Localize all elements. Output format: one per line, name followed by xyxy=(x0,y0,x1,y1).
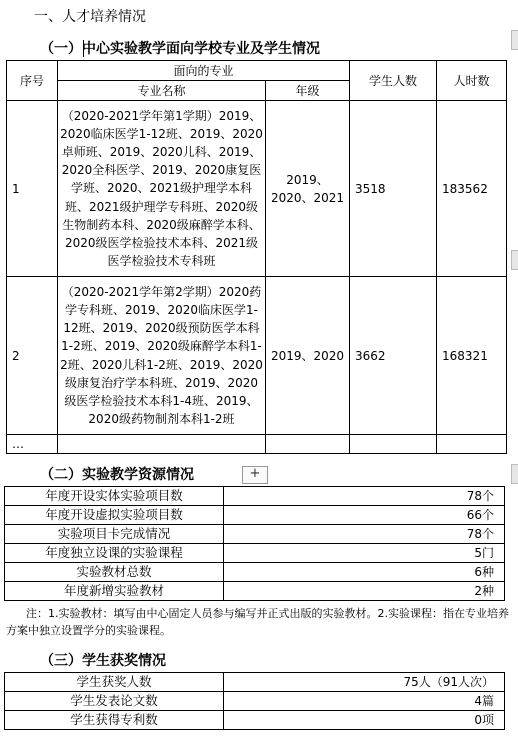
table-row xyxy=(5,582,505,601)
header-major-name: 专业名称 xyxy=(58,81,266,101)
resource-label: 年度开设实体实验项目数 xyxy=(5,487,224,506)
row-grade: 2019、2020、2021 xyxy=(266,101,350,277)
table-row xyxy=(5,673,505,692)
resources-note: 注：1.实验教材：填写由中心固定人员参与编写并正式出版的实验教材。2.实验课程：指在专业培养方案中独立设置学分的实验课程。 xyxy=(6,607,509,637)
table-row xyxy=(7,277,507,435)
resource-value: 66个 xyxy=(224,506,505,525)
row-hours xyxy=(437,435,507,454)
page-edge-marker xyxy=(511,250,518,270)
subsection-title-1: （一）中心实验教学面向学校专业及学生情况 xyxy=(40,41,320,57)
row-seq: 2 xyxy=(7,277,58,435)
award-label: 学生发表论文数 xyxy=(5,692,224,711)
awards-table xyxy=(4,672,505,730)
row-major xyxy=(58,435,266,454)
page-edge-marker xyxy=(511,464,518,484)
section-title: 一、人才培养情况 xyxy=(34,9,146,25)
row-grade: 2019、2020 xyxy=(266,277,350,435)
page-edge-marker xyxy=(511,30,518,50)
resource-label: 年度开设虚拟实验项目数 xyxy=(5,506,224,525)
resource-value: 5门 xyxy=(224,544,505,563)
table-row xyxy=(7,101,507,277)
row-seq: 1 xyxy=(7,101,58,277)
award-label: 学生获奖人数 xyxy=(5,673,224,692)
add-button[interactable]: + xyxy=(242,466,268,484)
row-students: 3518 xyxy=(350,101,437,277)
resource-label: 年度新增实验教材 xyxy=(5,582,224,601)
row-grade xyxy=(266,435,350,454)
majors-table xyxy=(6,60,507,454)
award-value: 0项 xyxy=(224,711,505,730)
table-row xyxy=(5,563,505,582)
resource-value: 78个 xyxy=(224,525,505,544)
resource-value: 78个 xyxy=(224,487,505,506)
table-row xyxy=(5,506,505,525)
table-row xyxy=(5,692,505,711)
resource-value: 2种 xyxy=(224,582,505,601)
table-row xyxy=(5,525,505,544)
header-seq: 序号 xyxy=(7,61,58,101)
table-row xyxy=(7,435,507,454)
header-major-group: 面向的专业 xyxy=(58,61,350,81)
header-grade: 年级 xyxy=(266,81,350,101)
row-students: 3662 xyxy=(350,277,437,435)
header-students: 学生人数 xyxy=(350,61,437,101)
row-students xyxy=(350,435,437,454)
row-major: （2020-2021学年第2学期）2020药学专科班、2019、2020临床医学1-12班、2019、2020级预防医学本科1-2班、2019、2020级麻醉学本科1-2班、2020儿科1-2班、2019、2020级康复治疗学本科班、2019、2020级医学检验技术本科1-4班、2019、2020级药物制剂本科1-2班 xyxy=(58,277,266,435)
award-value: 75人（91人次） xyxy=(224,673,505,692)
row-hours: 168321 xyxy=(437,277,507,435)
table-row xyxy=(5,711,505,730)
subsection-title-3: （三）学生获奖情况 xyxy=(40,653,166,669)
row-major: （2020-2021学年第1学期）2019、2020临床医学1-12班、2019、2020卓师班、2019、2020儿科、2019、2020全科医学、2019、2020康复医学班、2020、2021级护理学本科班、2021级护理学专科班、2020级生物制药本科、2020级麻醉学本科、2020级医学检验技术本科、2021级医学检验技术专科班 xyxy=(58,101,266,277)
row-seq: … xyxy=(7,435,58,454)
row-hours: 183562 xyxy=(437,101,507,277)
resources-table xyxy=(4,486,505,601)
subsection-title-2: （二）实验教学资源情况 xyxy=(40,467,194,483)
table-row xyxy=(5,544,505,563)
resource-label: 实验教材总数 xyxy=(5,563,224,582)
award-value: 4篇 xyxy=(224,692,505,711)
award-label: 学生获得专利数 xyxy=(5,711,224,730)
resource-label: 年度独立设课的实验课程 xyxy=(5,544,224,563)
resource-label: 实验项目卡完成情况 xyxy=(5,525,224,544)
table-row xyxy=(5,487,505,506)
header-hours: 人时数 xyxy=(437,61,507,101)
resource-value: 6种 xyxy=(224,563,505,582)
